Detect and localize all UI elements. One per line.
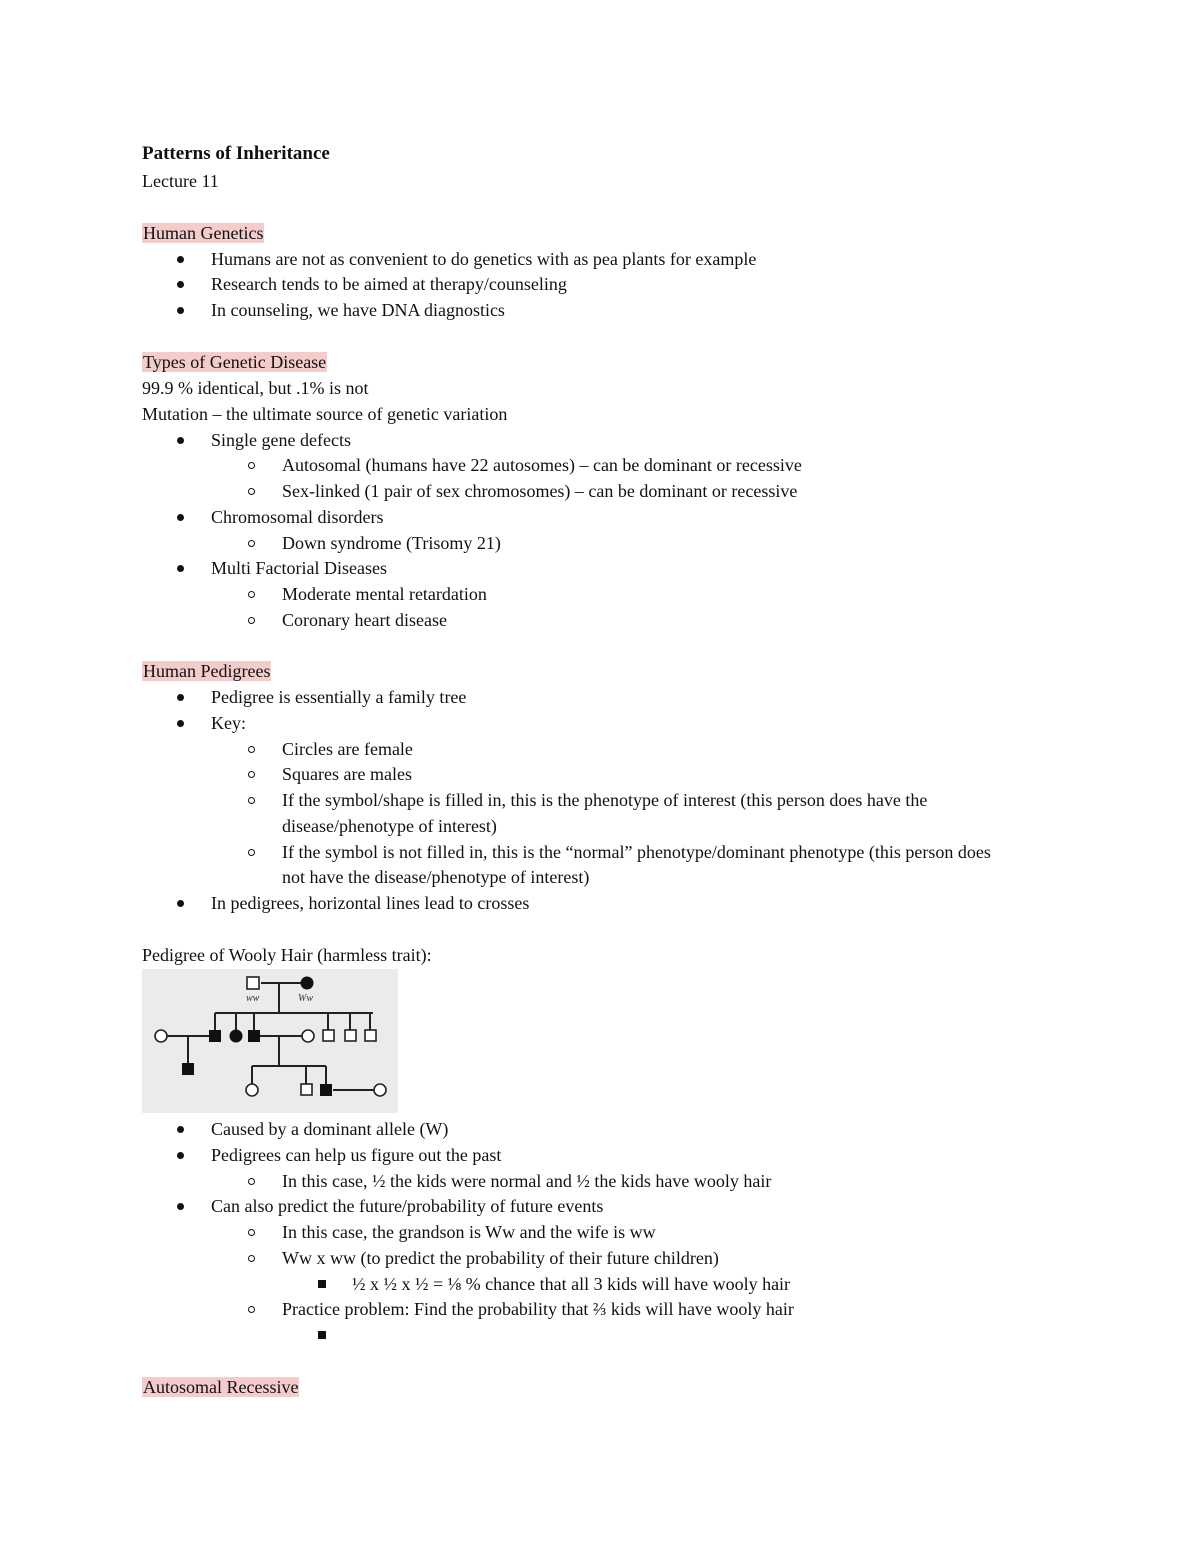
square-bullet-icon: [318, 1322, 326, 1348]
section-heading-human-genetics: Human Genetics: [143, 223, 264, 243]
genotype-label-Ww: Ww: [298, 993, 313, 1004]
bullet-icon: [177, 1193, 184, 1219]
wooly-hair-pedigree-figure: [142, 969, 398, 1113]
pedigree-male-unaffected: [365, 1030, 376, 1041]
pedigree-male-unaffected: [323, 1030, 334, 1041]
sub-list-item-continued: not have the disease/phenotype of interest): [282, 867, 590, 887]
genotype-label-ww: ww: [246, 993, 260, 1004]
sub-bullet-icon: [248, 787, 255, 813]
pedigree-female-unaffected: [374, 1084, 386, 1096]
sub-list-item: Coronary heart disease: [282, 610, 447, 630]
sub-list-item: In this case, ½ the kids were normal and ½ the kids have wooly hair: [282, 1171, 772, 1191]
list-item: Single gene defects: [211, 430, 351, 450]
paragraph: 99.9 % identical, but .1% is not: [142, 378, 369, 398]
list-item: Research tends to be aimed at therapy/counseling: [211, 274, 567, 294]
list-item: Chromosomal disorders: [211, 507, 384, 527]
sub-list-item-continued: disease/phenotype of interest): [282, 816, 497, 836]
sub-bullet-icon: [248, 581, 255, 607]
list-item: Pedigrees can help us figure out the past: [211, 1145, 502, 1165]
sub-bullet-icon: [248, 607, 255, 633]
sub-list-item: Circles are female: [282, 739, 413, 759]
pedigree-female-affected: [301, 977, 314, 990]
sub-list-item: Autosomal (humans have 22 autosomes) – can be dominant or recessive: [282, 455, 802, 475]
pedigree-male-unaffected: [247, 977, 259, 989]
bullet-icon: [177, 555, 184, 581]
pedigree-male-affected: [248, 1030, 260, 1042]
pedigree-male-unaffected: [345, 1030, 356, 1041]
document-title: Patterns of Inheritance: [142, 143, 330, 164]
bullet-icon: [177, 271, 184, 297]
sub-list-item: If the symbol is not filled in, this is the “normal” phenotype/dominant phenotype (this person does: [282, 842, 991, 862]
list-item: Caused by a dominant allele (W): [211, 1119, 449, 1139]
bullet-icon: [177, 246, 184, 272]
pedigree-male-affected: [182, 1063, 194, 1075]
sub-list-item: If the symbol/shape is filled in, this is the phenotype of interest (this person does have the: [282, 790, 928, 810]
bullet-icon: [177, 297, 184, 323]
sub-bullet-icon: [248, 761, 255, 787]
list-item: In counseling, we have DNA diagnostics: [211, 300, 505, 320]
paragraph: Mutation – the ultimate source of genetic variation: [142, 404, 508, 424]
pedigree-female-affected: [230, 1030, 243, 1043]
list-item: Key:: [211, 713, 246, 733]
sub-list-item: Squares are males: [282, 764, 412, 784]
bullet-icon: [177, 504, 184, 530]
list-item: Humans are not as convenient to do genetics with as pea plants for example: [211, 249, 757, 269]
bullet-icon: [177, 890, 184, 916]
sub-list-item: Sex-linked (1 pair of sex chromosomes) – can be dominant or recessive: [282, 481, 798, 501]
square-bullet-icon: [318, 1271, 326, 1297]
pedigree-female-unaffected: [155, 1030, 167, 1042]
section-heading-types-of-genetic-disease: Types of Genetic Disease: [143, 352, 327, 372]
list-item: Pedigree is essentially a family tree: [211, 687, 467, 707]
sub-bullet-icon: [248, 452, 255, 478]
sub-list-item: In this case, the grandson is Ww and the wife is ww: [282, 1222, 656, 1242]
pedigree-male-unaffected: [301, 1084, 312, 1095]
bullet-icon: [177, 1142, 184, 1168]
sub-bullet-icon: [248, 1296, 255, 1322]
sub-bullet-icon: [248, 530, 255, 556]
sub-bullet-icon: [248, 1219, 255, 1245]
pedigree-male-affected: [209, 1030, 221, 1042]
sub-bullet-icon: [248, 478, 255, 504]
bullet-icon: [177, 684, 184, 710]
list-item: Can also predict the future/probability of future events: [211, 1196, 604, 1216]
sub-list-item: Practice problem: Find the probability that ⅔ kids will have wooly hair: [282, 1299, 794, 1319]
sub-bullet-icon: [248, 839, 255, 865]
figure-caption: Pedigree of Wooly Hair (harmless trait):: [142, 945, 432, 965]
lecture-number: Lecture 11: [142, 171, 219, 191]
list-item: In pedigrees, horizontal lines lead to crosses: [211, 893, 530, 913]
bullet-icon: [177, 710, 184, 736]
sub-list-item: Down syndrome (Trisomy 21): [282, 533, 501, 553]
sub-bullet-icon: [248, 1168, 255, 1194]
bullet-icon: [177, 427, 184, 453]
pedigree-diagram: [142, 969, 398, 1113]
pedigree-male-affected: [320, 1084, 332, 1096]
list-item: Multi Factorial Diseases: [211, 558, 387, 578]
pedigree-female-unaffected: [302, 1030, 314, 1042]
section-heading-autosomal-recessive: Autosomal Recessive: [143, 1377, 299, 1397]
pedigree-female-unaffected: [246, 1084, 258, 1096]
sub-bullet-icon: [248, 736, 255, 762]
sub-list-item: Ww x ww (to predict the probability of their future children): [282, 1248, 719, 1268]
section-heading-human-pedigrees: Human Pedigrees: [143, 661, 271, 681]
sub-sub-list-item: ½ x ½ x ½ = ⅛ % chance that all 3 kids will have wooly hair: [352, 1274, 791, 1294]
sub-list-item: Moderate mental retardation: [282, 584, 487, 604]
sub-bullet-icon: [248, 1245, 255, 1271]
bullet-icon: [177, 1116, 184, 1142]
